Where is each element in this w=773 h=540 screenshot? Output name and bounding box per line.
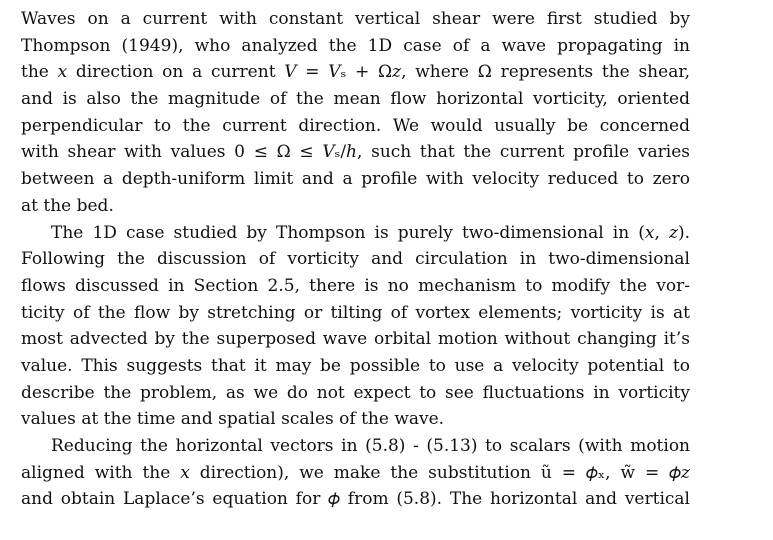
text-line: between a depth-uniform limit and a profile with velocity reduced to zero (21, 169, 690, 190)
text-line: perpendicular to the current direction. We would usually be concerned (21, 115, 690, 136)
text-line: values at the time and spatial scales of the wave. (21, 409, 445, 430)
text-line: Reducing the horizontal vectors in (5.8) - (5.13) to scalars (with motion (51, 436, 690, 456)
paragraph-2 (21, 220, 690, 434)
text-line: describe the problem, as we do not expect to see fluctuations in vorticity (21, 382, 690, 403)
text-line: the 𝑥 direction on a current 𝑉 = 𝑉ₛ + Ω𝑧, where Ω represents the shear, (21, 62, 690, 83)
text-line: at the bed. (21, 195, 114, 216)
text-line: Waves on a current with constant vertical shear were first studied by (21, 9, 690, 29)
page-text (21, 6, 690, 513)
text-line: flows discussed in Section 2.5, there is no mechanism to modify the vor- (21, 275, 690, 296)
text-line: Thompson (1949), who analyzed the 1D case of a wave propagating in (21, 35, 690, 56)
text-line: The 1D case studied by Thompson is purely two-dimensional in (𝑥, 𝑧). (51, 222, 690, 243)
paragraph-3 (21, 433, 690, 513)
text-line: and is also the magnitude of the mean flow horizontal vorticity, oriented (21, 89, 690, 110)
paragraph-1 (21, 6, 690, 220)
text-line: ticity of the flow by stretching or tilting of vortex elements; vorticity is at (21, 302, 690, 323)
text-line: Following the discussion of vorticity and circulation in two-dimensional (21, 249, 690, 270)
text-line: with shear with values 0 ≤ Ω ≤ 𝑉ₛ/ℎ, such that the current profile varies (21, 142, 690, 163)
text-line: and obtain Laplace’s equation for 𝜙 from (5.8). The horizontal and vertical (21, 489, 690, 510)
text-line: value. This suggests that it may be possible to use a velocity potential to (21, 355, 690, 376)
text-line: most advected by the superposed wave orbital motion without changing it’s (21, 329, 690, 350)
text-line: aligned with the 𝑥 direction), we make the substitution ũ = 𝜙ₓ, w̃ = 𝜙𝑧 (21, 462, 690, 483)
